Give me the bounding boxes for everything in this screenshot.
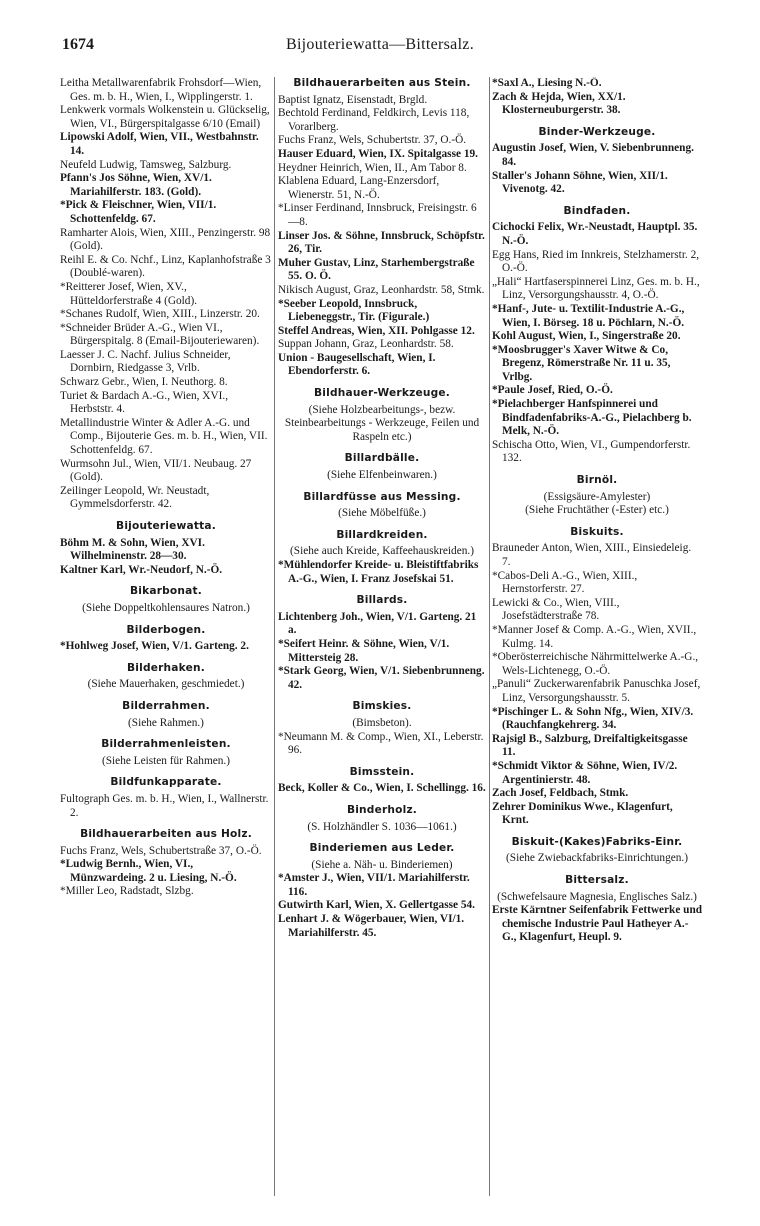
cross-reference: (Schwefelsaure Magnesia, Englisches Salz.) — [497, 890, 697, 903]
directory-entry: Lewicki & Co., Wien, VIII., Josefstädterstraße 78. — [492, 596, 620, 623]
directory-entry: Lipowski Adolf, Wien, VII., Westbahnstr. 14. — [60, 131, 259, 157]
directory-entry: Zach Josef, Feldbach, Stmk. — [492, 787, 629, 800]
directory-entry: Fuchs Franz, Wels, Schubertstr. 37, O.-Ö. — [278, 134, 467, 147]
cross-reference: (Siehe Möbelfüße.) — [338, 507, 426, 520]
directory-entry: Pfann's Jos Söhne, Wien, XV/1. Mariahilferstr. 183. (Gold). — [60, 172, 212, 198]
cross-reference: (Siehe Holzbearbeitungs-, bezw. Steinbearbeitungs - Werkzeuge, Feilen und Raspeln etc.) — [284, 403, 480, 443]
section-heading: Billards. — [356, 594, 408, 607]
directory-entry: *Reitterer Josef, Wien, XV., Hütteldorferstraße 4 (Gold). — [60, 280, 198, 307]
directory-entry: Klablena Eduard, Lang-Enzersdorf, Wienerstr. 51, N.-Ö. — [278, 175, 440, 201]
section-heading: Billardkreiden. — [336, 528, 428, 541]
directory-entry: Ramharter Alois, Wien, XIII., Penzingerstr. 98 (Gold). — [60, 226, 271, 253]
directory-entry: Union - Baugesellschaft, Wien, I. Ebendorferstr. 6. — [278, 351, 436, 378]
column-middle — [278, 77, 486, 1208]
directory-entry: *Amster J., Wien, VII/1. Mariahilferstr. 116. — [278, 872, 470, 898]
directory-entry: Rajsigl B., Salzburg, Dreifaltigkeitsgasse 11. — [492, 732, 688, 759]
page-header — [62, 36, 698, 58]
section-heading: Binderiemen aus Leder. — [309, 842, 455, 855]
section-heading: Bildfunkapparate. — [110, 776, 222, 789]
directory-entry: *Schanes Rudolf, Wien, XIII., Linzerstr. 20. — [60, 308, 260, 321]
directory-entry: Brauneder Anton, Wien, XIII., Einsiedeleig. 7. — [492, 542, 692, 568]
directory-entry: Hauser Eduard, Wien, IX. Spitalgasse 19. — [278, 147, 478, 160]
directory-entry: Laesser J. C. Nachf. Julius Schneider, Dornbirn, Riedgasse 3, Vrlb. — [60, 348, 231, 375]
section-heading: Biskuits. — [570, 525, 624, 538]
directory-entry: Metallindustrie Winter & Adler A.-G. und Comp., Bijouterie Ges. m. b. H., Wien, VII. Schottenfeldg. 67. — [60, 416, 268, 457]
cross-reference: (Siehe a. Näh- u. Binderiemen) — [311, 858, 453, 871]
directory-entry: „Hali“ Hartfaserspinnerei Linz, Ges. m. b. H., Linz, Versorgungshausstr. 4, O.-Ö. — [492, 275, 700, 302]
cross-reference: (Siehe Doppeltkohlensaures Natron.) — [82, 601, 250, 614]
directory-entry: Reihl E. & Co. Nchf., Linz, Kaplanhofstraße 3 (Doublé-waren). — [60, 253, 271, 280]
column-right — [492, 77, 702, 1208]
directory-entry: *Neumann M. & Comp., Wien, XI., Leberstr. 96. — [278, 730, 484, 757]
directory-entry: *Hohlweg Josef, Wien, V/1. Garteng. 2. — [60, 640, 249, 653]
directory-entry: Linser Jos. & Söhne, Innsbruck, Schöpfstr. 26, Tir. — [278, 229, 485, 256]
section-heading: Billardfüsse aus Messing. — [303, 490, 461, 503]
directory-entry: *Stark Georg, Wien, V/1. Siebenbrunneng. 42. — [278, 665, 485, 691]
directory-entry: Egg Hans, Ried im Innkreis, Stelzhamerstr. 2, O.-Ö. — [492, 248, 700, 275]
directory-entry: Steffel Andreas, Wien, XII. Pohlgasse 12. — [278, 324, 475, 337]
cross-reference: (Siehe auch Kreide, Kaffeehauskreiden.) — [290, 545, 474, 558]
directory-entry: Suppan Johann, Graz, Leonhardstr. 58. — [278, 338, 454, 351]
directory-entry: Kaltner Karl, Wr.-Neudorf, N.-Ö. — [60, 563, 223, 576]
directory-entry: Erste Kärntner Seifenfabrik Fettwerke und chemische Industrie Paul Hatheyer A.-G., Klagenfurt, Heupl. 9. — [492, 904, 702, 944]
directory-entry: Zehrer Dominikus Wwe., Klagenfurt, Krnt. — [492, 800, 673, 827]
directory-entry: Kohl August, Wien, I., Singerstraße 20. — [492, 330, 681, 343]
directory-entry: *Oberösterreichische Nährmittelwerke A.-G., Wels-Lichtenegg, O.-Ö. — [492, 651, 699, 677]
section-heading: Bindfaden. — [563, 204, 631, 217]
section-heading: Bildhauer-Werkzeuge. — [314, 387, 450, 400]
cross-reference: (Siehe Leisten für Rahmen.) — [102, 754, 230, 767]
directory-entry: *Paule Josef, Ried, O.-Ö. — [492, 384, 613, 397]
section-heading: Binderholz. — [346, 803, 418, 816]
directory-entry: *Schmidt Viktor & Söhne, Wien, IV/2. Argentinierstr. 48. — [492, 759, 678, 786]
directory-entry: *Pick & Fleischner, Wien, VII/1. Schottenfeldg. 67. — [60, 199, 217, 225]
directory-entry: Turiet & Bardach A.-G., Wien, XVI., Herbststr. 4. — [60, 389, 229, 416]
section-heading: Bittersalz. — [565, 874, 629, 887]
cross-reference: (Siehe Elfenbeinwaren.) — [327, 469, 437, 482]
directory-entry: *Hanf-, Jute- u. Textilit-Industrie A.-G., Wien, I. Börseg. 18 u. Pöchlarn, N.-Ö. — [492, 302, 685, 329]
column-divider — [274, 77, 275, 1196]
section-heading: Bilderrahmen. — [122, 699, 210, 712]
section-heading: Birnöl. — [576, 474, 618, 487]
directory-entry: *Mühlendorfer Kreide- u. Bleistiftfabriks A.-G., Wien, I. Franz Josefskai 51. — [278, 559, 479, 585]
directory-entry: Staller's Johann Söhne, Wien, XII/1. Vivenotg. 42. — [492, 169, 668, 196]
directory-entry: „Panuli“ Zuckerwarenfabrik Panuschka Josef, Linz, Versorgungshausstr. 5. — [492, 678, 701, 704]
directory-entry: *Manner Josef & Comp. A.-G., Wien, XVII., Kulmg. 14. — [492, 623, 697, 650]
directory-entry: Fuchs Franz, Wels, Schubertstraße 37, O.-Ö. — [60, 844, 262, 857]
directory-entry: Neufeld Ludwig, Tamsweg, Salzburg. — [60, 158, 232, 171]
directory-entry: *Miller Leo, Radstadt, Slzbg. — [60, 885, 194, 898]
column-divider — [489, 77, 490, 1196]
directory-entry: Bechtold Ferdinand, Feldkirch, Levis 118, Vorarlberg. — [278, 107, 470, 133]
cross-reference: (Siehe Zwiebackfabriks-Einrichtungen.) — [506, 852, 688, 865]
cross-reference: (S. Holzhändler S. 1036—1061.) — [307, 820, 457, 833]
directory-entry: Leitha Metallwarenfabrik Frohsdorf—Wien, Ges. m. b. H., Wien, I., Wipplingerstr. 1. — [60, 77, 262, 103]
directory-entry: *Schneider Brüder A.-G., Wien VI., Bürgerspitalg. 8 (Email-Bijouteriewaren). — [60, 321, 260, 348]
cross-reference: (Essigsäure-Amylester) — [543, 490, 651, 503]
directory-entry: Baptist Ignatz, Eisenstadt, Brgld. — [278, 93, 428, 106]
cross-reference: (Siehe Fruchtäther (-Ester) etc.) — [525, 504, 669, 517]
section-heading: Bilderhaken. — [127, 661, 205, 674]
directory-entry: *Ludwig Bernh., Wien, VI., Münzwardeing. 2 u. Liesing, N.-Ö. — [60, 858, 237, 884]
directory-entry: Augustin Josef, Wien, V. Siebenbrunneng. 84. — [492, 142, 694, 168]
directory-entry: *Linser Ferdinand, Innsbruck, Freisingstr. 6—8. — [278, 202, 477, 228]
section-heading: Bijouteriewatta. — [116, 520, 216, 532]
column-left — [60, 77, 272, 1208]
section-heading: Binder-Werkzeuge. — [538, 125, 656, 138]
directory-entry: *Pischinger L. & Sohn Nfg., Wien, XIV/3. (Rauchfangkehrerg. 34. — [492, 705, 694, 732]
running-title: Bijouteriewatta—Bittersalz. — [285, 36, 475, 53]
directory-entry: *Seifert Heinr. & Söhne, Wien, V/1. Mittersteig 28. — [278, 637, 450, 664]
cross-reference: (Siehe Mauerhaken, geschmiedet.) — [87, 678, 245, 691]
directory-entry: Wurmsohn Jul., Wien, VII/1. Neubaug. 27 (Gold). — [60, 457, 252, 484]
directory-entry: Nikisch August, Graz, Leonhardstr. 58, Stmk. — [278, 283, 485, 296]
directory-entry: Heydner Heinrich, Wien, II., Am Tabor 8. — [278, 161, 467, 174]
directory-entry: Lenkwerk vormals Wolkenstein u. Glückselig, Wien, VI., Bürgerspitalgasse 6/10 (Email) — [60, 104, 270, 130]
directory-entry: *Moosbrugger's Xaver Witwe & Co, Bregenz, Römerstraße Nr. 11 u. 35, Vrlbg. — [492, 343, 671, 383]
directory-entry: Zach & Hejda, Wien, XX/1. Klosterneuburgerstr. 38. — [492, 90, 626, 117]
directory-entry: Lichtenberg Joh., Wien, V/1. Garteng. 21 a. — [278, 610, 477, 637]
cross-reference: (Siehe Rahmen.) — [128, 716, 204, 729]
page-number: 1674 — [62, 36, 94, 53]
directory-entry: Böhm M. & Sohn, Wien, XVI. Wilhelminenstr. 28—30. — [60, 536, 205, 563]
section-heading: Bikarbonat. — [130, 585, 202, 598]
directory-entry: *Pielachberger Hanfspinnerei und Bindfadenfabriks-A.-G., Pielachberg b. Melk, N.-Ö. — [492, 398, 692, 438]
directory-entry: Muher Gustav, Linz, Starhembergstraße 55. O. Ö. — [278, 256, 475, 283]
section-heading: Bildhauerarbeiten aus Holz. — [80, 828, 252, 841]
section-heading: Biskuit-(Kakes)Fabriks-Einr. — [511, 835, 683, 848]
directory-entry: Zeilinger Leopold, Wr. Neustadt, Gymmelsdorferstr. 42. — [60, 484, 210, 511]
directory-entry: *Seeber Leopold, Innsbruck, Liebeneggstr., Tir. (Figurale.) — [278, 297, 430, 324]
section-heading: Billardbälle. — [344, 452, 420, 465]
directory-entry: *Cabos-Deli A.-G., Wien, XIII., Hernstorferstr. 27. — [492, 569, 638, 596]
section-heading: Bilderrahmenleisten. — [101, 738, 231, 751]
directory-entry: Schwarz Gebr., Wien, I. Neuthorg. 8. — [60, 376, 228, 389]
directory-entry: Beck, Koller & Co., Wien, I. Schellingg. 16. — [278, 782, 486, 795]
directory-entry: Fultograph Ges. m. b. H., Wien, I., Wallnerstr. 2. — [60, 792, 269, 819]
directory-entry: Schischa Otto, Wien, VI., Gumpendorferstr. 132. — [492, 438, 691, 465]
section-heading: Bimskies. — [352, 700, 412, 713]
cross-reference: (Bimsbeton). — [352, 716, 412, 729]
directory-entry: Lenhart J. & Wögerbauer, Wien, VI/1. Mariahilferstr. 45. — [278, 913, 465, 939]
directory-entry: Cichocki Felix, Wr.-Neustadt, Hauptpl. 35. N.-Ö. — [492, 221, 698, 247]
directory-entry: Gutwirth Karl, Wien, X. Gellertgasse 54. — [278, 899, 475, 912]
section-heading: Bildhauerarbeiten aus Stein. — [293, 77, 471, 89]
directory-entry: *Saxl A., Liesing N.-Ö. — [492, 77, 602, 89]
section-heading: Bilderbogen. — [126, 623, 206, 636]
section-heading: Bimsstein. — [349, 765, 415, 778]
